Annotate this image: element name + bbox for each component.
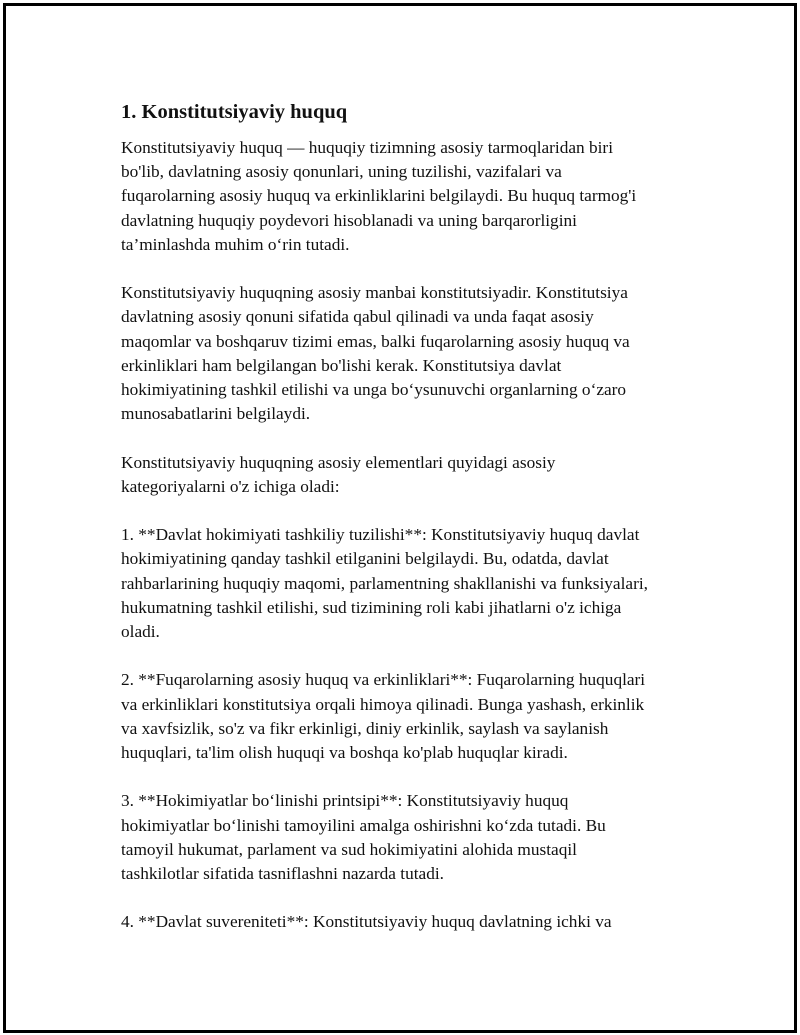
- paragraph-sources: Konstitutsiyaviy huquqning asosiy manbai konstitutsiyadir. Konstitutsiya davlatning asosiy qonuni sifatida qabul qilinadi va unda faqat asosiy maqomlar va boshqaruv tizimi emas, balki fuqarolarning asosiy huquq va erkinliklari ham belgilangan bo'lishi kerak. Konstitutsiya davlat hokimiyatining tashkil etilishi va unga bo‘ysunuvchi organlarning o‘zaro munosabatlarini belgilaydi.: [121, 283, 630, 424]
- list-item-state-sovereignty: 4. **Davlat suvereniteti**: Konstitutsiyaviy huquq davlatning ichki va: [121, 912, 612, 932]
- list-item-citizen-rights: 2. **Fuqarolarning asosiy huquq va erkinliklari**: Fuqarolarning huquqlari va erkinliklari konstitutsiya orqali himoya qilinadi. Bunga yashash, erkinlik va xavfsizlik, so'z va fikr erkinligi, diniy erkinlik, saylash va saylanish huquqlari, ta'lim olish huquqi va boshqa ko'plab huquqlar kiradi.: [121, 670, 646, 763]
- list-item-state-power: 1. **Davlat hokimiyati tashkiliy tuzilishi**: Konstitutsiyaviy huquq davlat hokimiyatining qanday tashkil etilganini belgilaydi. Bu, odatda, davlat rahbarlarining huquqiy maqomi, parlamentning shakllanishi va funksiyalari, hukumatning tashkil etilishi, sud tizimining roli kabi jihatlarni o'z ichiga oladi.: [121, 525, 648, 642]
- paragraph-elements-intro: Konstitutsiyaviy huquqning asosiy elementlari quyidagi asosiy kategoriyalarni o'z ichiga oladi:: [121, 452, 556, 496]
- list-item-separation-of-powers: 3. **Hokimiyatlar bo‘linishi printsipi**: Konstitutsiyaviy huquq hokimiyatlar bo‘linishi tamoyilini amalga oshirishni ko‘zda tutadi. Bu tamoyil hukumat, parlament va sud hokimiyatini alohida mustaqil tashkilotlar sifatida tasniflashni nazarda tutadi.: [121, 791, 606, 884]
- section-heading: 1. Konstitutsiyaviy huquq: [121, 101, 348, 123]
- paragraph-intro: Konstitutsiyaviy huquq — huquqiy tizimning asosiy tarmoqlaridan biri bo'lib, davlatning asosiy qonunlari, uning tuzilishi, vazifalari va fuqarolarning asosiy huquq va erkinliklarini belgilaydi. Bu huquq tarmog'i davlatning huquqiy poydevori hisoblanadi va uning barqarorligini ta’minlashda muhim o‘rin tutadi.: [121, 138, 637, 254]
- page: [3, 3, 797, 1033]
- document-body: [121, 98, 681, 959]
